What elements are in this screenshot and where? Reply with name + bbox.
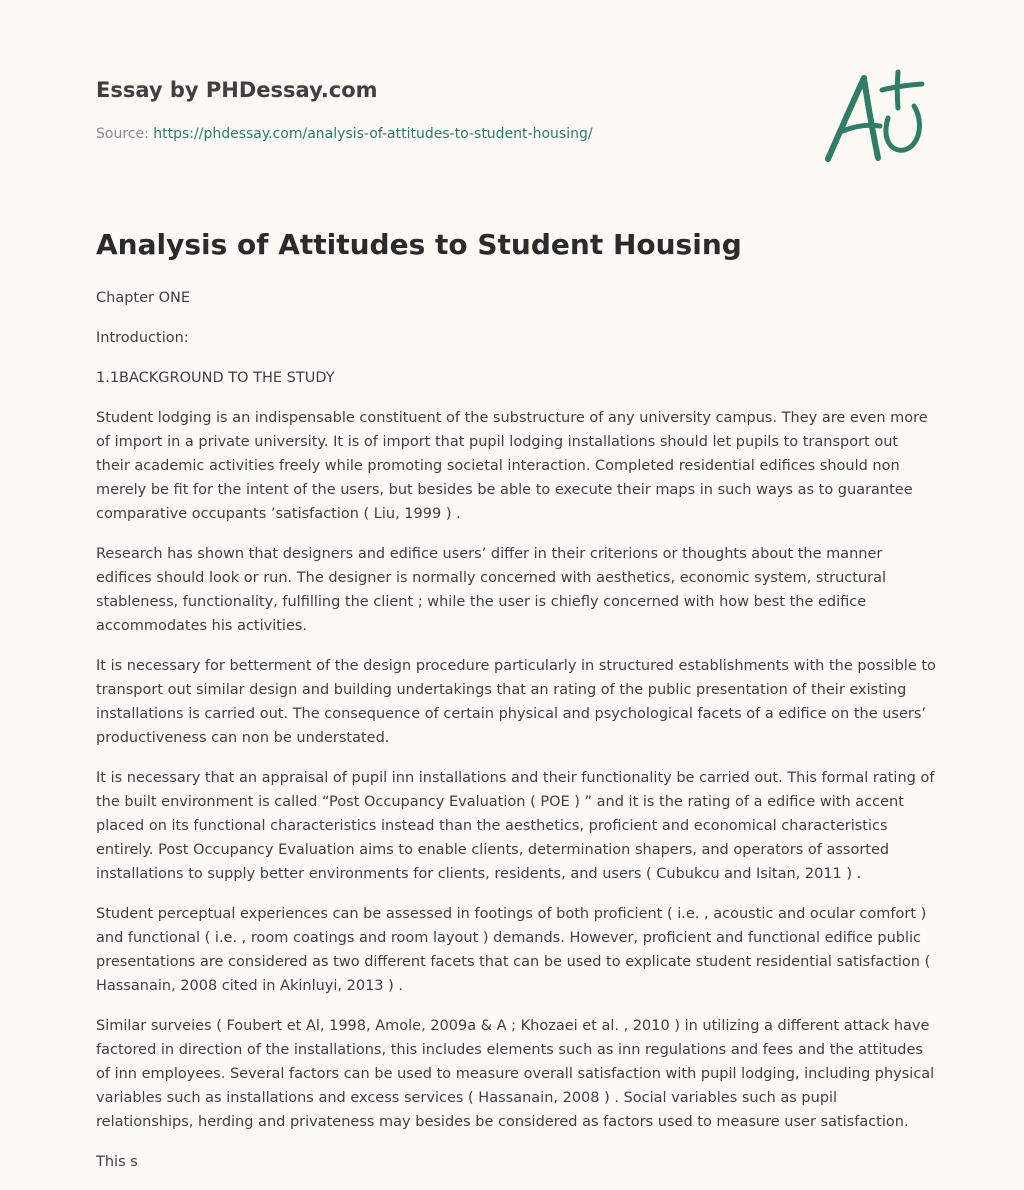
paragraph: It is necessary that an appraisal of pupil inn installations and their functionality be carried out. This formal rating of the built environment is called “Post Occupancy Evaluation ( POE ) ” and it is the rating of a edifice with accent placed on its functional characteristics instead than the aesthetics, proficient and economical characteristics entirely. Post Occupancy Evaluation aims to enable clients, determination shapers, and operators of assorted installations to supply better environments for clients, residents, and users ( Cubukcu and Isitan, 2011 ) . [96,770,935,882]
essay-title: Analysis of Attitudes to Student Housing [96,228,742,261]
source-link[interactable]: https://phdessay.com/analysis-of-attitudes-to-student-housing/ [153,126,593,142]
site-brand: Essay by PHDessay.com [96,78,378,102]
paragraph: Chapter ONE [96,290,191,306]
paragraph: This s [96,1154,138,1170]
essay-header [96,76,796,144]
paragraph: Similar surveies ( Foubert et Al, 1998, Amole, 2009a & A ; Khozaei et al. , 2010 ) in utilizing a different attack have factored in direction of the installations, this includes elements such as inn regulations and fees and the attitudes of inn employees. Several factors can be used to measure overall satisfaction with pupil lodging, including physical variables such as installations and excess services ( Hassanain, 2008 ) . Social variables such as pupil relationships, herding and privateness may besides be considered as factors used to measure user satisfaction. [96,1018,935,1130]
a-plus-logo-icon [818,66,930,166]
essay-body [96,286,936,1190]
paragraph: It is necessary for betterment of the design procedure particularly in structured establishments with the possible to transport out similar design and building undertakings that an rating of the public presentation of their existing installations is carried out. The consequence of certain physical and psychological facets of a edifice on the users’ productiveness can non be understated. [96,658,936,746]
paragraph: 1.1BACKGROUND TO THE STUDY [96,370,335,386]
paragraph: Introduction: [96,330,189,346]
source-label: Source: [96,126,154,142]
paragraph: Research has shown that designers and edifice users’ differ in their criterions or thoughts about the manner edifices should look or run. The designer is normally concerned with aesthetics, economic system, structural stableness, functionality, fulfilling the client ; while the user is chiefly concerned with how best the edifice accommodates his activities. [96,546,887,634]
source-line [96,124,796,144]
paragraph: Student perceptual experiences can be assessed in footings of both proficient ( i.e. , acoustic and ocular comfort ) and functional ( i.e. , room coatings and room layout ) demands. However, proficient and functional edifice public presentations are considered as two different facets that can be used to explicate student residential satisfaction ( Hassanain, 2008 cited in Akinluyi, 2013 ) . [96,906,931,994]
paragraph: Student lodging is an indispensable constituent of the substructure of any university campus. They are even more of import in a private university. It is of import that pupil lodging installations should let pupils to transport out their academic activities freely while promoting societal interaction. Completed residential edifices should non merely be fit for the intent of the users, but besides be able to execute their maps in such ways as to guarantee comparative occupants ’satisfaction ( Liu, 1999 ) . [96,410,928,522]
